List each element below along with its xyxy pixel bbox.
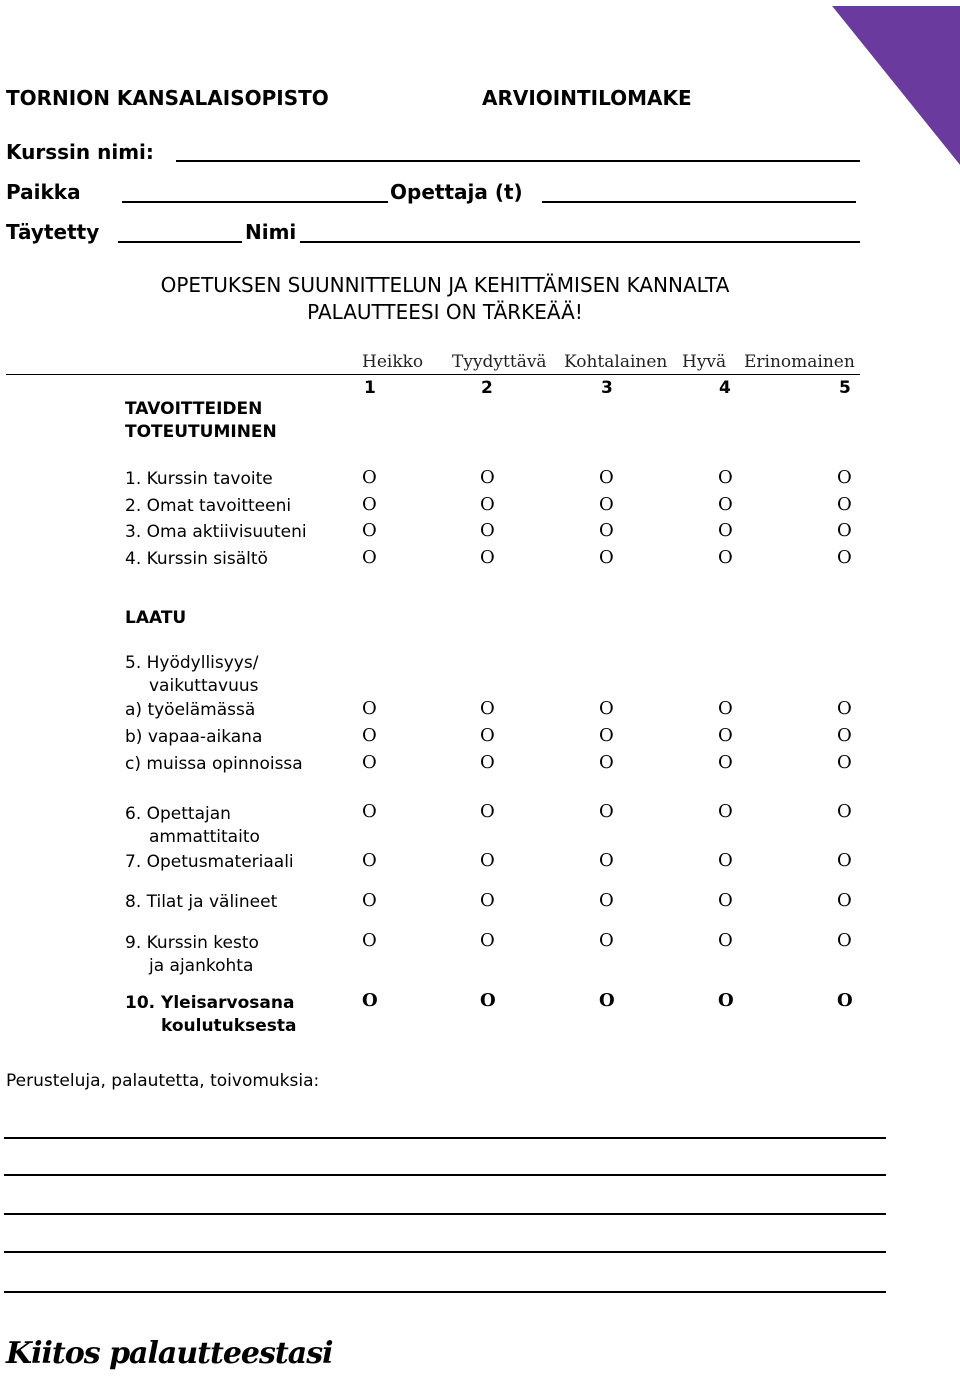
rating-option-q5a-4[interactable]: O [718, 698, 733, 719]
rating-option-q4-2[interactable]: O [480, 547, 495, 568]
rating-option-q9-4[interactable]: O [718, 930, 733, 951]
question-9-label-line-1: 9. Kurssin kesto [125, 933, 259, 953]
section-title-goals-line-2: TOTEUTUMINEN [125, 422, 277, 442]
rating-option-q2-3[interactable]: O [599, 494, 614, 515]
question-7-label: 7. Opetusmateriaali [125, 852, 294, 872]
question-10-label-line-2: koulutuksesta [161, 1016, 297, 1036]
question-5b-label: b) vapaa-aikana [125, 727, 263, 747]
table-top-rule [6, 374, 860, 375]
scale-label-1: Heikko [362, 352, 424, 372]
scale-label-2: Tyydyttävä [452, 352, 547, 372]
course-name-field[interactable] [176, 160, 860, 162]
rating-option-q5c-1[interactable]: O [362, 752, 377, 773]
rating-option-q3-1[interactable]: O [362, 520, 377, 541]
rating-option-q7-3[interactable]: O [599, 850, 614, 871]
question-10-label-line-1: 10. Yleisarvosana [125, 993, 295, 1013]
question-5c-label: c) muissa opinnoissa [125, 754, 303, 774]
rating-option-q9-5[interactable]: O [837, 930, 852, 951]
rating-option-q5b-2[interactable]: O [480, 725, 495, 746]
rating-option-q3-5[interactable]: O [837, 520, 852, 541]
rating-option-q1-3[interactable]: O [599, 467, 614, 488]
course-name-label: Kurssin nimi: [6, 140, 154, 164]
question-10-label [125, 992, 296, 1038]
rating-option-q6-3[interactable]: O [599, 801, 614, 822]
scale-number-1: 1 [364, 378, 376, 398]
scale-number-2: 2 [481, 378, 493, 398]
rating-option-q2-4[interactable]: O [718, 494, 733, 515]
rating-option-q5a-3[interactable]: O [599, 698, 614, 719]
rating-option-q6-4[interactable]: O [718, 801, 733, 822]
scale-label-3: Kohtalainen [564, 352, 668, 372]
closing-signature: Kiitos palautteestasi [6, 1336, 333, 1371]
corner-decoration [820, 0, 960, 170]
rating-option-q10-5[interactable]: O [837, 990, 853, 1011]
rating-option-q7-2[interactable]: O [480, 850, 495, 871]
rating-option-q5c-3[interactable]: O [599, 752, 614, 773]
scale-label-5: Erinomainen [744, 352, 855, 372]
rating-option-q10-3[interactable]: O [599, 990, 615, 1011]
feedback-line-4[interactable] [4, 1251, 886, 1253]
rating-option-q9-1[interactable]: O [362, 930, 377, 951]
question-6-label [125, 803, 260, 849]
rating-option-q7-4[interactable]: O [718, 850, 733, 871]
feedback-label: Perusteluja, palautetta, toivomuksia: [6, 1071, 320, 1091]
rating-option-q6-2[interactable]: O [480, 801, 495, 822]
teacher-label: Opettaja (t) [390, 180, 523, 204]
name-field[interactable] [300, 241, 860, 243]
rating-option-q2-1[interactable]: O [362, 494, 377, 515]
rating-option-q9-2[interactable]: O [480, 930, 495, 951]
place-field[interactable] [122, 201, 388, 203]
filled-label: Täytetty [6, 220, 100, 244]
question-8-label: 8. Tilat ja välineet [125, 892, 278, 912]
name-label: Nimi [245, 220, 297, 244]
rating-option-q4-4[interactable]: O [718, 547, 733, 568]
rating-option-q4-3[interactable]: O [599, 547, 614, 568]
rating-option-q2-5[interactable]: O [837, 494, 852, 515]
rating-option-q4-1[interactable]: O [362, 547, 377, 568]
rating-option-q5c-5[interactable]: O [837, 752, 852, 773]
scale-label-4: Hyvä [682, 352, 727, 372]
rating-option-q5b-5[interactable]: O [837, 725, 852, 746]
rating-option-q8-4[interactable]: O [718, 890, 733, 911]
place-label: Paikka [6, 180, 81, 204]
rating-option-q1-2[interactable]: O [480, 467, 495, 488]
rating-option-q5c-4[interactable]: O [718, 752, 733, 773]
form-title: ARVIOINTILOMAKE [482, 86, 692, 110]
rating-option-q5c-2[interactable]: O [480, 752, 495, 773]
rating-option-q8-2[interactable]: O [480, 890, 495, 911]
rating-option-q6-1[interactable]: O [362, 801, 377, 822]
rating-option-q1-1[interactable]: O [362, 467, 377, 488]
rating-option-q8-5[interactable]: O [837, 890, 852, 911]
filled-field[interactable] [118, 241, 242, 243]
rating-option-q5a-1[interactable]: O [362, 698, 377, 719]
question-2-label: 2. Omat tavoitteeni [125, 496, 292, 516]
section-title-goals [125, 398, 277, 444]
rating-option-q10-2[interactable]: O [480, 990, 496, 1011]
feedback-line-1[interactable] [4, 1137, 886, 1139]
question-4-label: 4. Kurssin sisältö [125, 549, 268, 569]
feedback-line-2[interactable] [4, 1174, 886, 1176]
question-5a-label: a) työelämässä [125, 700, 256, 720]
rating-option-q2-2[interactable]: O [480, 494, 495, 515]
institution-name: TORNION KANSALAISOPISTO [6, 86, 329, 110]
rating-option-q5b-1[interactable]: O [362, 725, 377, 746]
scale-number-3: 3 [601, 378, 613, 398]
rating-option-q10-1[interactable]: O [362, 990, 378, 1011]
question-5-label [125, 652, 259, 698]
question-6-label-line-1: 6. Opettajan [125, 804, 231, 824]
rating-option-q7-5[interactable]: O [837, 850, 852, 871]
intro-line-1: OPETUKSEN SUUNNITTELUN JA KEHITTÄMISEN KANNALTA [160, 273, 730, 297]
question-3-label: 3. Oma aktiivisuuteni [125, 522, 307, 542]
intro-text [0, 272, 890, 326]
question-9-label-line-2: ja ajankohta [149, 956, 254, 976]
rating-option-q3-2[interactable]: O [480, 520, 495, 541]
scale-number-5: 5 [839, 378, 851, 398]
section-title-quality: LAATU [125, 608, 187, 628]
rating-option-q5a-2[interactable]: O [480, 698, 495, 719]
feedback-line-3[interactable] [4, 1213, 886, 1215]
feedback-line-5[interactable] [4, 1291, 886, 1293]
rating-option-q5b-3[interactable]: O [599, 725, 614, 746]
rating-option-q4-5[interactable]: O [837, 547, 852, 568]
question-5-label-line-2: vaikuttavuus [149, 676, 259, 696]
rating-option-q7-1[interactable]: O [362, 850, 377, 871]
question-5-label-line-1: 5. Hyödyllisyys/ [125, 653, 259, 673]
rating-option-q1-4[interactable]: O [718, 467, 733, 488]
rating-option-q3-4[interactable]: O [718, 520, 733, 541]
intro-line-2: PALAUTTEESI ON TÄRKEÄÄ! [307, 300, 583, 324]
question-1-label: 1. Kurssin tavoite [125, 469, 273, 489]
rating-option-q10-4[interactable]: O [718, 990, 734, 1011]
scale-number-4: 4 [719, 378, 731, 398]
question-9-label [125, 932, 259, 978]
section-title-goals-line-1: TAVOITTEIDEN [125, 399, 263, 419]
teacher-field[interactable] [542, 201, 856, 203]
rating-option-q9-3[interactable]: O [599, 930, 614, 951]
rating-option-q3-3[interactable]: O [599, 520, 614, 541]
rating-option-q8-1[interactable]: O [362, 890, 377, 911]
rating-option-q1-5[interactable]: O [837, 467, 852, 488]
rating-option-q6-5[interactable]: O [837, 801, 852, 822]
question-6-label-line-2: ammattitaito [149, 827, 260, 847]
rating-option-q8-3[interactable]: O [599, 890, 614, 911]
rating-option-q5a-5[interactable]: O [837, 698, 852, 719]
rating-option-q5b-4[interactable]: O [718, 725, 733, 746]
